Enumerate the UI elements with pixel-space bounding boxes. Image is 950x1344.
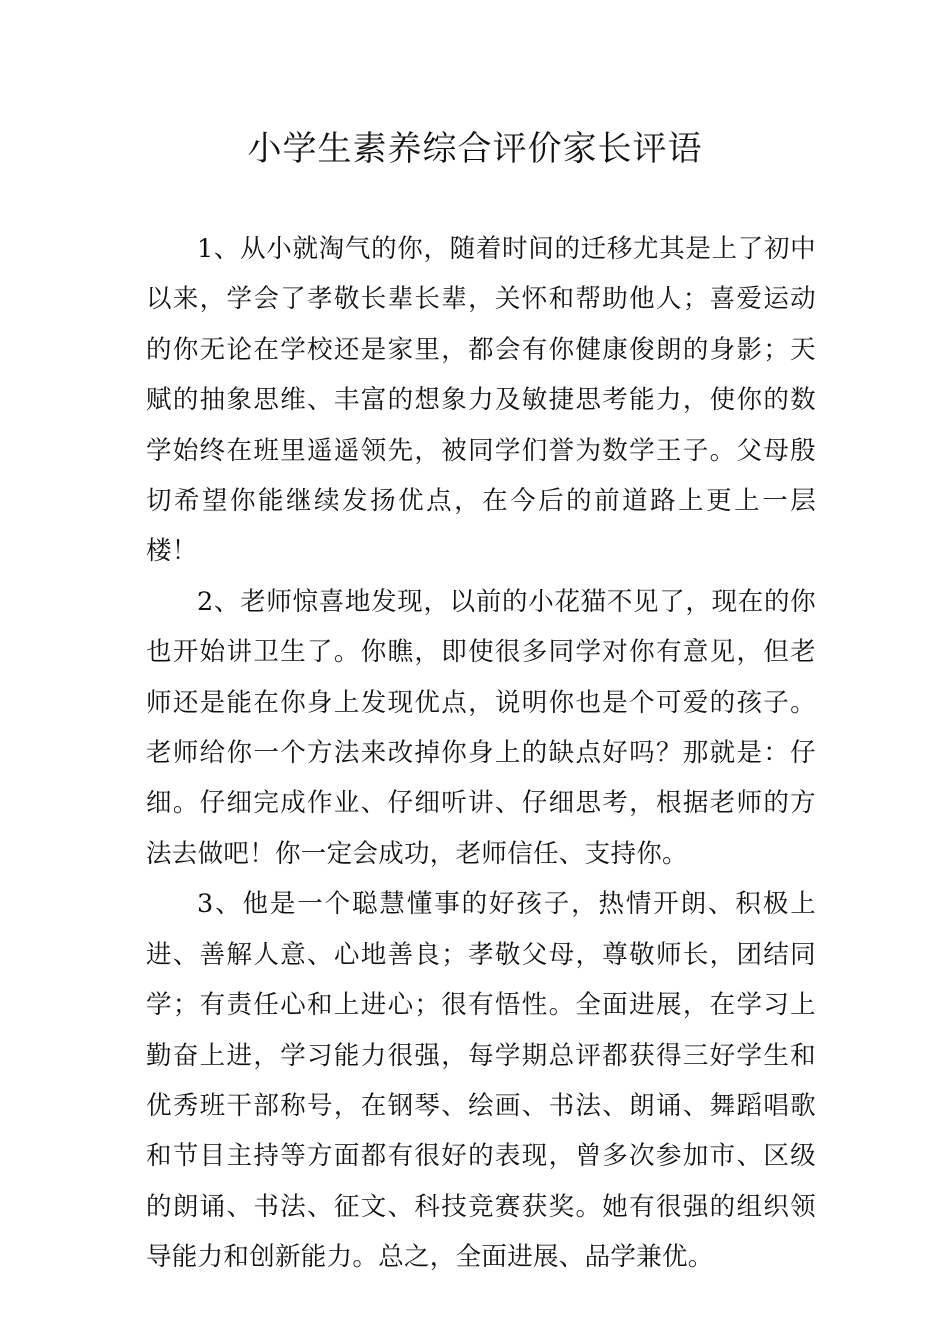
document-body: [146, 224, 816, 1283]
paragraph-1: 1、从小就淘气的你，随着时间的迁移尤其是上了初中以来，学会了孝敬长辈长辈，关怀和帮助他人；喜爱运动的你无论在学校还是家里，都会有你健康俊朗的身影；天赋的抽象思维、丰富的想象力及敏捷思考能力，使你的数学始终在班里遥遥领先，被同学们誉为数学王子。父母殷切希望你能继续发扬优点，在今后的前道路上更上一层楼！: [146, 234, 816, 567]
paragraph-3: 3、他是一个聪慧懂事的好孩子，热情开朗、积极上进、善解人意、心地善良；孝敬父母，尊敬师长，团结同学；有责任心和上进心；很有悟性。全面进展，在学习上勤奋上进，学习能力很强，每学期总评都获得三好学生和优秀班干部称号，在钢琴、绘画、书法、朗诵、舞蹈唱歌和节目主持等方面都有很好的表现，曾多次参加市、区级的朗诵、书法、征文、科技竞赛获奖。她有很强的组织领导能力和创新能力。总之，全面进展、品学兼优。: [146, 889, 816, 1273]
page-title: 小学生素养综合评价家长评语: [247, 129, 703, 169]
paragraph-2: 2、老师惊喜地发现，以前的小花猫不见了，现在的你也开始讲卫生了。你瞧，即使很多同学对你有意见，但老师还是能在你身上发现优点，说明你也是个可爱的孩子。老师给你一个方法来改掉你身上的缺点好吗？那就是：仔细。仔细完成作业、仔细听讲、仔细思考，根据老师的方法去做吧！你一定会成功，老师信任、支持你。: [146, 586, 816, 869]
